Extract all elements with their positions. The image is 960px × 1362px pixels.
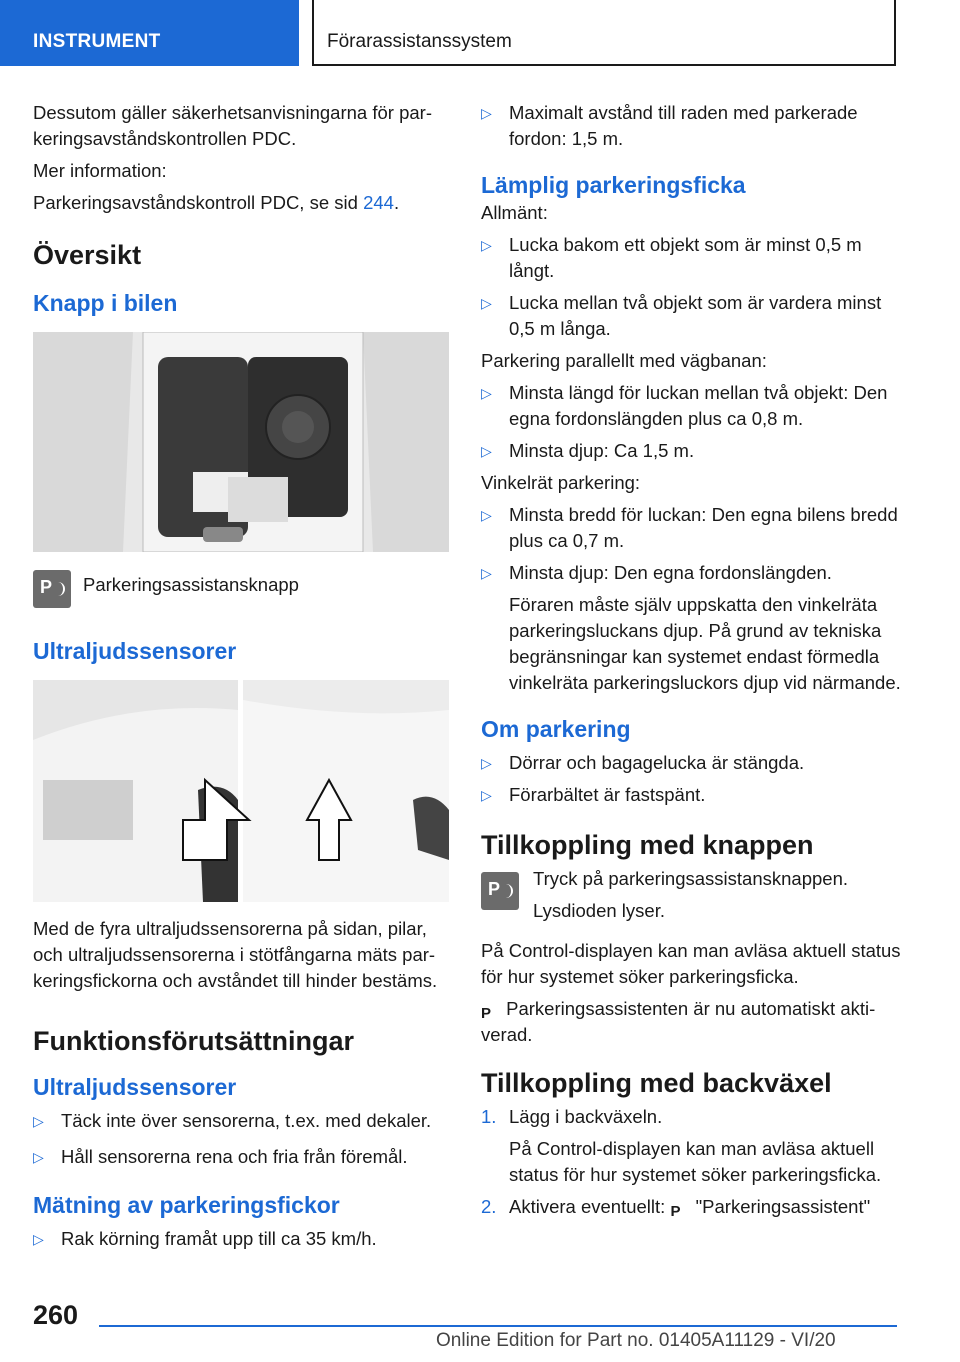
- caption-row: [33, 570, 449, 608]
- heading-button-in-car: Knapp i bilen: [33, 290, 178, 316]
- more-info-label: Mer information:: [33, 160, 167, 181]
- center-console-image: [33, 332, 449, 552]
- list-item: ▷ Minsta bredd för luckan: Den egna bilens bredd plus ca 0,7 m.: [481, 502, 901, 554]
- list-item: ▷ Lucka bakom ett objekt som är minst 0,5 m långt.: [481, 232, 901, 284]
- step-number: 1.: [481, 1106, 497, 1127]
- activated-line: [481, 996, 901, 1048]
- heading-overview: Översikt: [33, 240, 142, 270]
- step-text: Lägg i backväxeln.: [509, 1106, 663, 1127]
- sensor-illustration: [33, 680, 449, 902]
- header-chapter-label: Förarassistanssystem: [327, 31, 512, 52]
- list-item: ▷ Rak körning framåt upp till ca 35 km/h.: [33, 1226, 449, 1252]
- step-text-b: "Parkeringsassistent": [690, 1196, 871, 1217]
- parking-assistant-icon: P: [481, 1005, 492, 1022]
- parallel-label: Parkering parallellt med vägbanan:: [481, 350, 767, 371]
- press-text-block: [533, 866, 848, 924]
- perpendicular-label: Vinkelrät parkering:: [481, 472, 641, 493]
- left-column: [33, 100, 449, 1252]
- perpendicular-note: Föraren måste själv uppskatta den vinkelräta parkeringsluckans djup. På grund av tekniska begränsningar kan systemet endast förmedla vinkelräta parkeringsluckors djup vid närmande.: [509, 594, 901, 693]
- control-display-text: På Control-displayen kan man avläsa aktuell status för hur systemet söker parkeringsficka.: [481, 940, 901, 987]
- list-item: ▷ Håll sensorerna rena och fria från föremål.: [33, 1144, 449, 1170]
- header-section-tab: [0, 0, 299, 66]
- press-instruction: Tryck på parkeringsassistansknappen.: [533, 868, 848, 889]
- center-console-illustration: [33, 332, 449, 552]
- heading-activation-reverse: Tillkoppling med backväxel: [481, 1068, 832, 1098]
- measure-bullet-list: [33, 1226, 449, 1252]
- caption-button: Parkeringsassistansknapp: [83, 574, 299, 595]
- press-row: [481, 866, 901, 924]
- step-number: 2.: [481, 1196, 497, 1217]
- reference-page-link[interactable]: 244: [363, 192, 394, 213]
- step-note: På Control-displayen kan man avläsa aktuell status för hur systemet söker parkeringsficka.: [509, 1138, 882, 1185]
- parking-assistant-icon: P: [481, 872, 519, 910]
- general-label: Allmänt:: [481, 202, 548, 223]
- heading-about-parking: Om parkering: [481, 716, 631, 742]
- reference-line: [33, 190, 449, 216]
- heading-suitable-space: Lämplig parkeringsficka: [481, 172, 746, 198]
- list-item: ▷ Minsta djup: Ca 1,5 m.: [481, 438, 901, 464]
- sensors-description: Med de fyra ultraljudssensorerna på sidan, pilar, och ultraljudssensorerna i stötfångarna mäts parkeringsfickorna och avståndet till hinder bestäms.: [33, 918, 438, 991]
- list-item: ▷ Täck inte över sensorerna, t.ex. med dekaler.: [33, 1108, 449, 1134]
- intro-text: Dessutom gäller säkerhetsanvisningarna för parkeringsavståndskontrollen PDC.: [33, 102, 432, 149]
- list-item: ▷ Minsta djup: Den egna fordonslängden.: [481, 560, 901, 586]
- header-section-label: INSTRUMENT: [33, 31, 161, 52]
- right-column: [481, 100, 901, 1220]
- list-item: ▷ Lucka mellan två objekt som är vardera minst 0,5 m långa.: [481, 290, 901, 342]
- reference-end: .: [393, 192, 400, 213]
- heading-activation-button: Tillkoppling med knappen: [481, 830, 814, 860]
- led-text: Lysdioden lyser.: [533, 900, 665, 921]
- footer-edition: Online Edition for Part no. 01405A11129 - VI/20: [436, 1330, 836, 1351]
- footer-divider: [99, 1325, 897, 1327]
- sensor-image: [33, 680, 449, 902]
- list-item: ▷ Minsta längd för luckan mellan två objekt: Den egna fordonslängden plus ca 0,8 m.: [481, 380, 901, 432]
- step-item: [481, 1104, 901, 1130]
- list-item: ▷ Maximalt avstånd till raden med parkerade fordon: 1,5 m.: [481, 100, 901, 152]
- heading-ultrasonic: Ultraljudssensorer: [33, 638, 237, 664]
- parking-assistant-icon: P: [33, 570, 71, 608]
- header-chapter-tab: [312, 0, 896, 66]
- reference-text: Parkeringsavståndskontroll PDC, se sid: [33, 192, 364, 213]
- step-text: Aktivera eventuellt:: [509, 1196, 671, 1217]
- parking-assistant-icon: P: [670, 1203, 681, 1220]
- sensor-bullet-list: [33, 1108, 449, 1170]
- list-item: ▷ Förarbältet är fastspänt.: [481, 782, 901, 808]
- page-number: 260: [33, 1300, 79, 1330]
- activated-text: Parkeringsassistenten är nu automatiskt aktiverad.: [481, 998, 876, 1045]
- heading-requirements: Funktionsförutsättningar: [33, 1026, 354, 1056]
- step-item: [481, 1194, 901, 1220]
- heading-measuring: Mätning av parkeringsfickor: [33, 1192, 340, 1218]
- list-item: ▷ Dörrar och bagagelucka är stängda.: [481, 750, 901, 776]
- heading-ultrasonic-2: Ultraljudssensorer: [33, 1074, 237, 1100]
